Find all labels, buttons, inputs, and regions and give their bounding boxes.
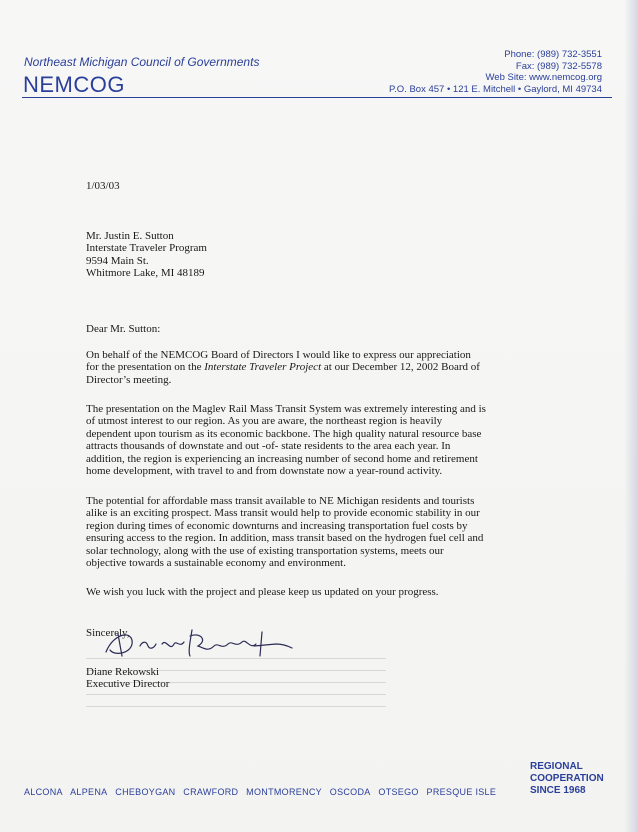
- recipient-line: Whitmore Lake, MI 48189: [86, 267, 205, 280]
- project-name: Interstate Traveler Project: [204, 361, 322, 374]
- county-name: MONTMORENCY: [246, 787, 322, 797]
- handwritten-signature: [104, 622, 294, 662]
- contact-block: [389, 49, 602, 95]
- website: Web Site: www.nemcog.org: [485, 72, 602, 83]
- county-name: CRAWFORD: [183, 787, 239, 797]
- county-name: ALPENA: [70, 787, 108, 797]
- motto-line: REGIONAL: [530, 761, 583, 772]
- fax: Fax: (989) 732-5578: [515, 60, 602, 72]
- closing: Sincerely,: [86, 627, 130, 639]
- signer-block: [86, 666, 169, 691]
- signer-title: Executive Director: [86, 678, 170, 691]
- org-name: Northeast Michigan Council of Governments: [24, 55, 260, 69]
- county-list: [24, 787, 501, 797]
- scan-edge: [624, 0, 638, 832]
- paragraph-1: [86, 349, 486, 386]
- letterhead-rule: [22, 97, 612, 98]
- recipient-address: [86, 230, 207, 280]
- motto-block: [530, 761, 604, 797]
- phone: Phone: (989) 732-3551: [504, 49, 602, 60]
- county-name: PRESQUE ISLE: [426, 787, 497, 797]
- salutation: Dear Mr. Sutton:: [86, 323, 161, 335]
- recipient-line: Mr. Justin E. Sutton: [86, 230, 174, 242]
- recipient-line: Interstate Traveler Program: [86, 242, 207, 255]
- paragraph-1-text-a: On behalf of the NEMCOG Board of Directors I would like to express our appreciation for the presentation on the: [86, 349, 471, 374]
- mailing-address: P.O. Box 457 • 121 E. Mitchell • Gaylord, MI 49734: [389, 83, 602, 95]
- paragraph-2: The presentation on the Maglev Rail Mass Transit System was extremely interesting and is of utmost interest to our region. As you are aware, the northeast region is heavily dependent upon tourism as its economic backbone. The high quality natural resource base attracts thousands of downstate and out -of- state residents to the area each year. In addition, the region is experiencing an increasing number of second home and retirement home development, with travel to and from downstate now a year-round activity.: [86, 403, 486, 478]
- motto-line: COOPERATION: [530, 773, 604, 784]
- recipient-line: 9594 Main St.: [86, 254, 149, 267]
- motto-line: SINCE 1968: [530, 785, 586, 796]
- county-name: OSCODA: [329, 787, 371, 797]
- paragraph-4: We wish you luck with the project and please keep us updated on your progress.: [86, 586, 439, 598]
- county-name: ALCONA: [24, 787, 63, 797]
- signer-name: Diane Rekowski: [86, 666, 160, 678]
- county-name: OTSEGO: [378, 787, 419, 797]
- paragraph-3: The potential for affordable mass transit available to NE Michigan residents and tourists alike is an exciting prospect. Mass transit would help to provide economic stability in our region during times of economic downturns and increasing transportation fuel costs by ensuring access to the region. In addition, mass transit based on the hydrogen fuel cell and solar technology, along with the use of existing transportation systems, meets our objective towards a sustainable economy and environment.: [86, 495, 484, 570]
- org-logo-text: NEMCOG: [23, 72, 125, 97]
- paragraph-1-text-b: at our December 12, 2002 Board of Director’s meeting.: [86, 361, 480, 386]
- letter-date: 1/03/03: [86, 180, 120, 192]
- county-name: CHEBOYGAN: [115, 787, 176, 797]
